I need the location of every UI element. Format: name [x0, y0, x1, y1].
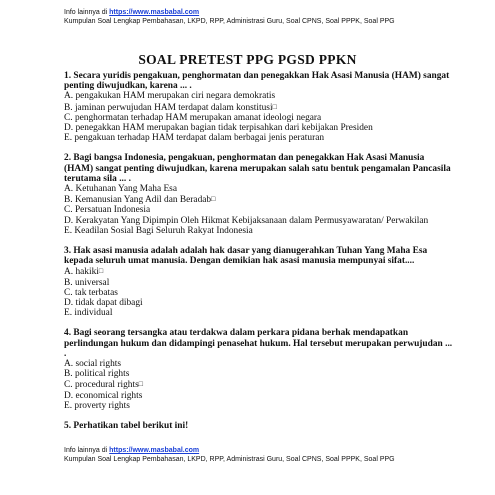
missing-glyph-box: □: [98, 267, 104, 276]
header-info-prefix: Info lainnya di: [64, 9, 110, 16]
option-b: B. political rights: [64, 369, 130, 380]
footer-website-link[interactable]: https://www.masbabal.com: [109, 447, 200, 454]
option-c: C. penghormatan terhadap HAM merupakan amanat ideologi negara: [64, 112, 322, 123]
option-b: B. Kemanusian Yang Adil dan Beradab□: [64, 195, 216, 206]
header-subtitle: Kumpulan Soal Lengkap Pembahasan, LKPD, RPP, Administrasi Guru, Soal CPNS, Soal PPPK, Soal PPG: [64, 18, 395, 25]
option-d: D. penegakkan HAM merupakan bagian tidak terpisahkan dari kebijakan Presiden: [64, 123, 373, 134]
page-footer: [64, 446, 395, 464]
option-d: D. tidak dapat dibagi: [64, 298, 143, 309]
header-website-link[interactable]: https://www.masbabal.com: [109, 9, 200, 16]
question-stem: 5. Perhatikan tabel berikut ini!: [64, 421, 189, 432]
option-d: D. Kerakyatan Yang Dipimpin Oleh Hikmat Kebijaksanaan dalam Permusyawaratan/ Perwakilan: [64, 215, 429, 226]
option-a: A. Ketuhanan Yang Maha Esa: [64, 184, 177, 195]
footer-info-line: [64, 446, 395, 455]
option-e: E. individual: [64, 308, 113, 319]
option-e: E. pengakuan terhadap HAM terdapat dalam berbagai jenis peraturan: [64, 133, 325, 144]
option-c: C. tak terbatas: [64, 287, 118, 298]
question-1: [64, 71, 454, 143]
option-e: E. Keadilan Sosial Bagi Seluruh Rakyat Indonesia: [64, 225, 253, 236]
option-c: C. procedural rights□: [64, 380, 143, 391]
option-b: B. universal: [64, 277, 110, 288]
question-stem: 3. Hak asasi manusia adalah adalah hak dasar yang dianugerahkan Tuhan Yang Maha Esa kepada seluruh umat manusia. Dengan demikian hak asasi manusia mempunyai sifat....: [64, 246, 428, 267]
page-header: [64, 8, 395, 26]
question-5: [64, 421, 454, 431]
footer-subtitle: Kumpulan Soal Lengkap Pembahasan, LKPD, RPP, Administrasi Guru, Soal CPNS, Soal PPPK, Soal PPG: [64, 456, 395, 463]
footer-info-prefix: Info lainnya di: [64, 447, 110, 454]
option-a: A. pengakukan HAM merupakan ciri negara demokratis: [64, 91, 276, 102]
missing-glyph-box: □: [138, 380, 143, 389]
page-title: SOAL PRETEST PPG PGSD PPKN: [138, 52, 357, 67]
option-e: E. proverty rights: [64, 400, 130, 411]
question-stem: 1. Secara yuridis pengakuan, penghormatan dan penegakkan Hak Asasi Manusia (HAM) sangat penting diwujudkan, karena ... .: [64, 71, 450, 92]
question-2: [64, 153, 454, 236]
question-stem: 4. Bagi seorang tersangka atau terdakwa dalam perkara pidana berhak mendapatkan perlindungan hukum dan didampingi penasehat hukum. Hal tersebut merupakan perwujudan ... .: [64, 328, 453, 359]
option-a: A. social rights: [64, 359, 122, 370]
option-c: C. Persatuan Indonesia: [64, 205, 151, 216]
option-b: B. jaminan perwujudan HAM terdapat dalam konstitusi□: [64, 102, 277, 113]
missing-glyph-box: □: [211, 195, 216, 204]
question-4: [64, 328, 454, 411]
question-list: [64, 71, 454, 441]
header-info-line: [64, 8, 395, 17]
option-d: D. economical rights: [64, 390, 143, 401]
option-a: A. hakiki□: [64, 267, 104, 278]
missing-glyph-box: □: [272, 102, 277, 111]
question-3: [64, 246, 454, 318]
question-stem: 2. Bagi bangsa Indonesia, pengakuan, penghormatan dan penegakkan Hak Asasi Manusia (HAM) sangat penting diwujudkan, karena merupakan salah satu bentuk pengamalan Pancasila terutama sila ... .: [64, 153, 451, 184]
